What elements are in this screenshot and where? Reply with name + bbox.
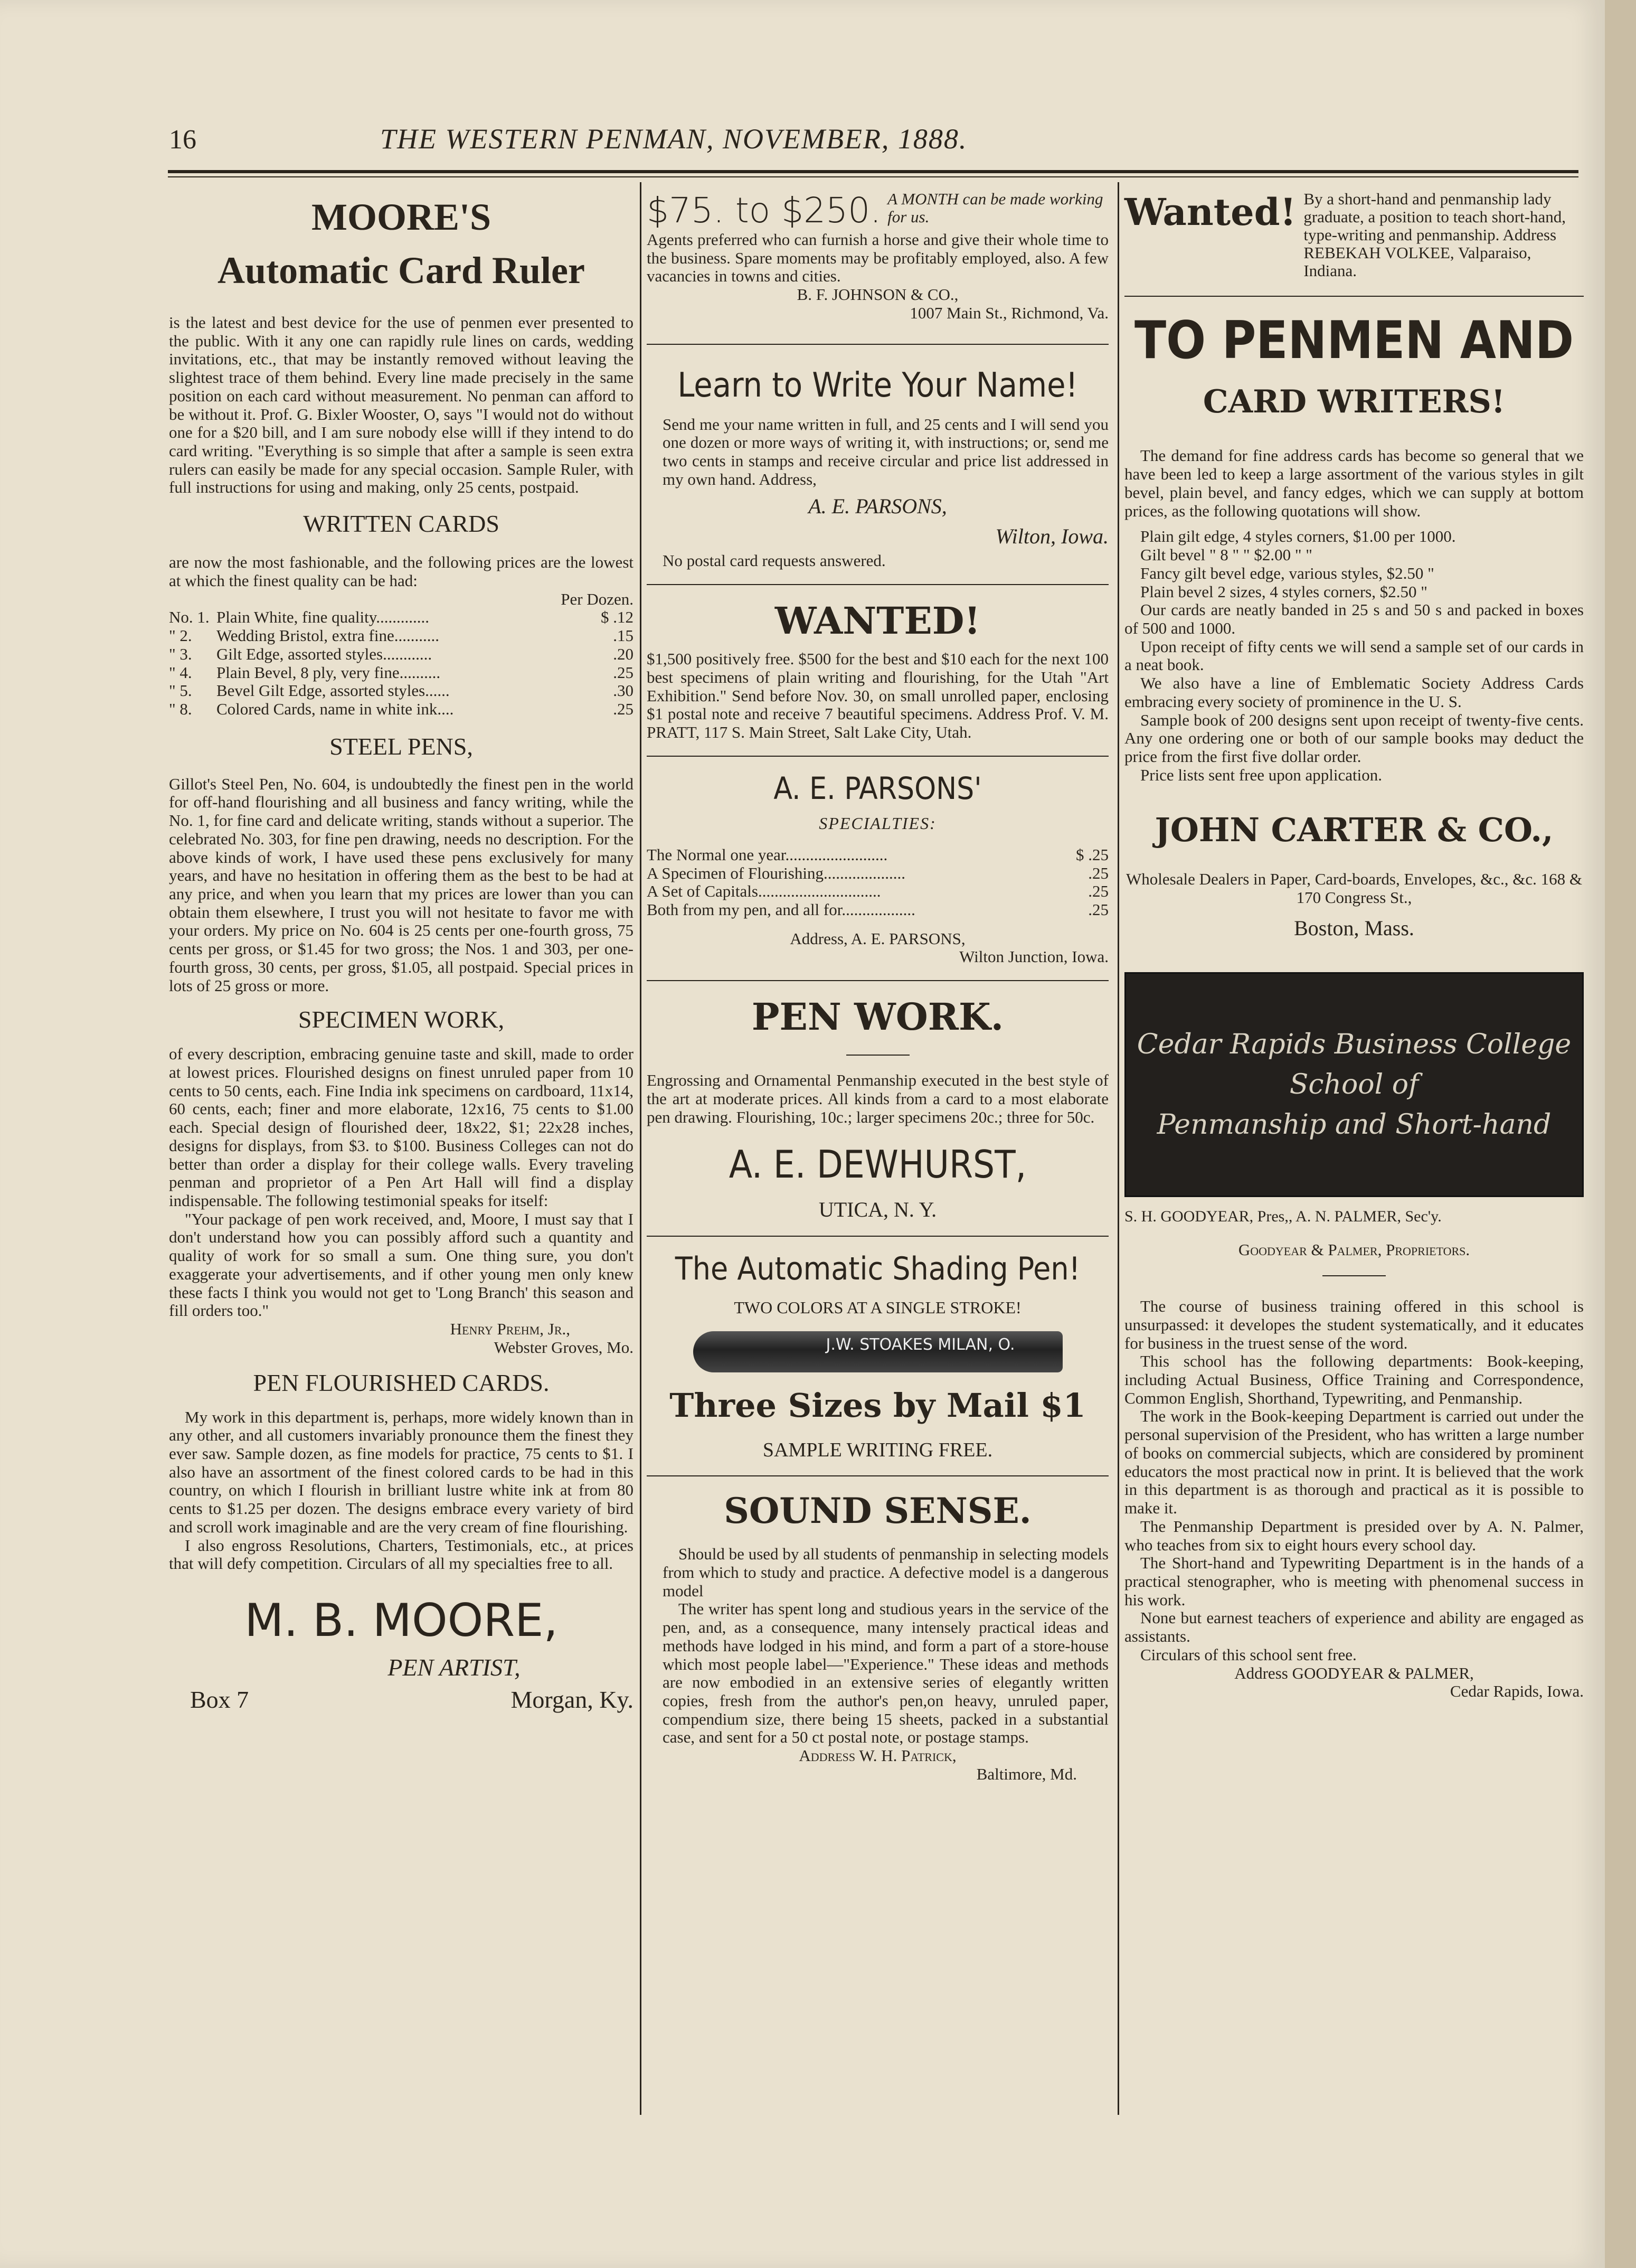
- divider: [647, 1236, 1109, 1237]
- moore-title: MOORE'S: [311, 196, 491, 238]
- moore-town: Morgan, Ky.: [510, 1686, 633, 1713]
- shading-pen-illustration: [693, 1331, 1063, 1372]
- page-number: 16: [169, 125, 196, 155]
- testimonial-author: Henry Prehm, Jr.,: [450, 1320, 570, 1339]
- page-edge: [1605, 0, 1636, 2268]
- card-price-row: " 2. Wedding Bristol, extra fine........... .15: [169, 626, 633, 645]
- flourished-cards-heading: PEN FLOURISHED CARDS.: [253, 1369, 550, 1396]
- specialty-row: A Set of Capitals.............................. .25: [647, 882, 1109, 901]
- card-price-row: " 3. Gilt Edge, assorted styles............ .20: [169, 644, 633, 663]
- column-divider-2: [1118, 182, 1119, 2115]
- carter-city: Boston, Mass.: [1294, 916, 1414, 940]
- quotation-line: Gilt bevel " 8 " " $2.00 " ": [1140, 545, 1312, 564]
- specialty-row: A Specimen of Flourishing.................... .25: [647, 863, 1109, 882]
- shading-pen-sub: TWO COLORS AT A SINGLE STROKE!: [734, 1298, 1022, 1317]
- sound-sense-heading: SOUND SENSE.: [724, 1490, 1032, 1532]
- banded-text: Our cards are neatly banded in 25 s and 50 s and packed in boxes of 500 and 1000.: [1124, 600, 1584, 637]
- parsons-heading: A. E. PARSONS': [773, 770, 982, 806]
- penmanship-dept-body: The Penmanship Department is presided over by A. N. Palmer, who teaches from six to eight hours every school day.: [1124, 1517, 1584, 1554]
- column-3: [1124, 185, 1584, 1701]
- pen-work-body: Engrossing and Ornamental Penmanship executed in the best style of the art at moderate prices. All kinds from a card to a most elaborate pen drawing. Flourishing, 10c.; larger specimens 20c.; three for 50c.: [647, 1071, 1109, 1126]
- three-sizes-heading: Three Sizes by Mail $1: [669, 1386, 1086, 1425]
- goodyear-address: Address GOODYEAR & PALMER,: [1234, 1663, 1474, 1682]
- proprietors: Goodyear & Palmer, Proprietors.: [1238, 1240, 1470, 1259]
- short-divider: [1322, 1275, 1386, 1276]
- none-but-body: None but earnest teachers of experience and ability are engaged as assistants.: [1124, 1608, 1584, 1646]
- page-title: THE WESTERN PENMAN, NOVEMBER, 1888.: [380, 123, 968, 155]
- parsons-address: Address, A. E. PARSONS,: [790, 929, 966, 948]
- header-rule-thin: [168, 176, 1578, 177]
- price-lists-text: Price lists sent free upon application.: [1140, 765, 1382, 784]
- specialties-label: SPECIALTIES:: [819, 813, 937, 833]
- written-cards-intro: are now the most fashionable, and the following prices are the lowest at which the finest quality can be had:: [169, 553, 633, 590]
- quotation-line: Plain gilt edge, 4 styles corners, $1.00 per 1000.: [1140, 527, 1456, 546]
- box-number: Box 7: [190, 1686, 249, 1713]
- card-quotations: [1124, 528, 1584, 601]
- johnson-month: A MONTH can be made working for us.: [887, 190, 1103, 227]
- patrick-town: Baltimore, Md.: [976, 1764, 1077, 1783]
- demand-body: The demand for fine address cards has become so general that we have been led to keep a large assortment of the various styles in gilt bevel, plain bevel, and fancy edges, which we can supply at bottom prices, as the following quotations will show.: [1124, 446, 1584, 520]
- goodyear-town: Cedar Rapids, Iowa.: [1450, 1682, 1584, 1701]
- johnson-ad: [647, 190, 1109, 231]
- card-writers-heading: CARD WRITERS!: [1203, 383, 1506, 421]
- steel-pens-heading: STEEL PENS,: [329, 732, 473, 760]
- sound-sense-body-2: The writer has spent long and studious years in the service of the pen, and, as a consequence, many intensely practical ideas and methods have lodged in his mind, and form a part of a store-house which most people label—"Experience." These ideas and methods are now embodied in an extensive series of elegantly written copies, fresh from the author's pen,on heavy, unruled paper, compendium size, there being 15 sheets, packed in a substantial case, and sent for a 50 ct postal note, or postage stamps.: [663, 1599, 1109, 1747]
- divider: [647, 980, 1109, 981]
- card-price-row: " 4. Plain Bevel, 8 ply, very fine.......... .25: [169, 663, 633, 682]
- carter-body: Wholesale Dealers in Paper, Card-boards, Envelopes, &c., &c. 168 & 170 Congress St.,: [1126, 870, 1582, 907]
- moore-name: M. B. MOORE,: [244, 1594, 558, 1647]
- page-header: [169, 123, 1499, 165]
- engrossing-body: I also engross Resolutions, Charters, Testimonials, etc., at prices that will defy competition. Circulars of all my specialties free to all.: [169, 1536, 633, 1573]
- patrick-address: Address W. H. Patrick,: [799, 1746, 957, 1765]
- wanted-text: By a short-hand and penmanship lady graduate, a position to teach short-hand, type-writing and penmanship. Address REBEKAH VOLKEE, Valparaiso, Indiana.: [1303, 190, 1566, 280]
- no-postal: No postal card requests answered.: [663, 551, 886, 570]
- quotation-line: Fancy gilt bevel edge, various styles, $2.50 ": [1140, 563, 1434, 582]
- wanted-body: $1,500 positively free. $500 for the best and $10 each for the next 100 best specimens of plain writing and flourishing, for the Utah "Art Exhibition." Send before Nov. 30, on small unrolled paper, enclosing $1 postal note and receive 7 beautiful specimens. Address Prof. V. M. PRATT, 117 S. Main Street, Salt Lake City, Utah.: [647, 650, 1109, 742]
- header-rule: [168, 170, 1578, 173]
- pen-stamp-text: J.W. STOAKES MILAN, O.: [826, 1335, 1015, 1354]
- bookkeeping-body: The work in the Book-keeping Department is carried out under the personal supervision of the President, who has written a large number of books on commercial subjects, which are considered by prominent educators the most practical now in print. It is believed that the work in this department is as thorough and practical as it is possible to make it.: [1124, 1407, 1584, 1518]
- card-price-list: [169, 608, 633, 718]
- parsons-name: A. E. PARSONS,: [808, 494, 947, 519]
- wanted-word: Wanted!: [1124, 190, 1297, 234]
- banner-line-2: School of: [1289, 1068, 1419, 1100]
- card-ruler-body: is the latest and best device for the use of penmen ever presented to the public. With it any one can rapidly rule lines on cards, wedding invitations, etc., that may be instantly removed without leaving the slightest trace of them behind. Every line made precisely in the same position on each card without measurement. No penman can afford to be without it. Prof. G. Bixler Wooster, O, says "I would not do without one for a $20 bill, and I am sure nobody else willl if they intend to do card writing. "Everything is so simple that after a sample is seen extra rulers can easily be made for any special occasion. Sample Ruler, with full instructions for using and making, only 25 cents, postpaid.: [169, 313, 633, 497]
- written-cards-heading: WRITTEN CARDS: [303, 510, 499, 538]
- pen-work-heading: PEN WORK.: [751, 995, 1004, 1039]
- specialties-list: [647, 846, 1109, 919]
- parsons-town: Wilton, Iowa.: [995, 524, 1109, 549]
- divider: [647, 584, 1109, 585]
- college-banner: [1124, 972, 1584, 1197]
- testimonial-place: Webster Groves, Mo.: [494, 1338, 633, 1357]
- specimen-work-heading: SPECIMEN WORK,: [298, 1006, 505, 1033]
- to-penmen-heading: TO PENMEN AND: [1134, 310, 1574, 371]
- divider: [647, 344, 1109, 345]
- card-ruler-title: Automatic Card Ruler: [217, 249, 585, 291]
- johnson-name: B. F. JOHNSON & CO.,: [797, 285, 959, 304]
- column-divider-1: [640, 182, 641, 2115]
- circulars-body: Circulars of this school sent free.: [1140, 1645, 1357, 1664]
- sample-book-text: Sample book of 200 designs sent upon receipt of twenty-five cents. Any one ordering one or both of our sample books may deduct the price from the first five dollar order.: [1124, 710, 1584, 766]
- column-2: [647, 185, 1109, 1784]
- testimonial: "Your package of pen work received, and, Moore, I must say that I don't understand how you can possibly afford such a quantity and quality of work for so small a sum. One thing sure, you don't exaggerate your advertisements, and if other young men only knew these facts I think you would not get to 'Long Branch' this season and fill orders too.": [169, 1209, 633, 1320]
- goodyear-officers: S. H. GOODYEAR, Pres,, A. N. PALMER, Sec'y.: [1124, 1207, 1442, 1225]
- parsons-town-2: Wilton Junction, Iowa.: [959, 947, 1109, 966]
- divider: [1124, 296, 1584, 297]
- divider: [647, 756, 1109, 757]
- shading-pen-heading: The Automatic Shading Pen!: [675, 1250, 1081, 1288]
- quotation-line: Plain bevel 2 sizes, 4 styles corners, $2.50 ": [1140, 582, 1427, 601]
- steel-pens-body: Gillot's Steel Pen, No. 604, is undoubtedly the finest pen in the world for off-hand flourishing and all business and fancy writing, while the No. 1, for fine card and delicate writing, stands without a superior. The celebrated No. 303, for fine pen drawing, needs no description. For the above kinds of work, I have used these pens exclusively for many years, and have no hesitation in offering them as the best to be had at any price, and when you learn that my prices are lower than you can obtain them elsewhere, I trust you will not hesitate to favor me with your orders. My price on No. 604 is 25 cents per one-fourth gross, 75 cents per gross, or $1.45 for two gross; the Nos. 1 and 303, per one-fourth gross, 30 cents, per gross, $1.05, all postpaid. Special prices in lots of 25 gross or more.: [169, 774, 633, 995]
- banner-line-3: Penmanship and Short-hand: [1157, 1108, 1552, 1141]
- per-dozen-label: Per Dozen.: [561, 589, 633, 608]
- sample-writing-free: SAMPLE WRITING FREE.: [762, 1439, 993, 1462]
- wanted-heading: WANTED!: [774, 599, 981, 643]
- learn-body: Send me your name written in full, and 25 cents and I will send you one dozen or more ways of writing it, with instructions; or, send me two cents in stamps and receive circular and price list addressed in my own hand. Address,: [663, 415, 1109, 488]
- johnson-body: Agents preferred who can furnish a horse and give their whole time to the business. Spare moments may be profitably employed, also. A few vacancies in towns and cities.: [647, 230, 1109, 286]
- learn-heading: Learn to Write Your Name!: [677, 365, 1078, 405]
- johnson-address: 1007 Main St., Richmond, Va.: [910, 303, 1109, 322]
- short-divider: [846, 1055, 910, 1056]
- card-price-row: No. 1. Plain White, fine quality............. $ .12: [169, 608, 633, 627]
- pen-artist: PEN ARTIST,: [387, 1653, 521, 1681]
- departments-body: This school has the following departments: Book-keeping, including Actual Business, Office Training and Correspondence, Common English, Shorthand, Typewriting, and Penmanship.: [1124, 1352, 1584, 1407]
- card-price-row: " 8. Colored Cards, name in white ink.... .25: [169, 699, 633, 718]
- card-price-row: " 5. Bevel Gilt Edge, assorted styles...... .30: [169, 681, 633, 700]
- johnson-price: $75. to $250.: [647, 190, 882, 231]
- sound-sense-body-1: Should be used by all students of penmanship in selecting models from which to study and practice. A defective model is a dangerous model: [663, 1545, 1109, 1600]
- flourished-cards-body: My work in this department is, perhaps, more widely known than in any other, and all customers invariably pronounce them the finest they ever saw. Sample dozen, as fine models for practice, 75 cents to $1. I also have an assortment of the finest colored cards to be had in this country, on which I flourish in brilliant lustre white ink at from 80 cents to $1.25 per dozen. The designs embrace every variety of bird and scroll work imaginable and are the very cream of fine flourishing.: [169, 1407, 633, 1536]
- course-body: The course of business training offered in this school is unsurpassed: it developes the student systematically, and it educates for business in the truest sense of the word.: [1124, 1297, 1584, 1352]
- dewhurst-town: UTICA, N. Y.: [818, 1198, 937, 1222]
- divider: [647, 1475, 1109, 1476]
- specialty-row: Both from my pen, and all for.................. .25: [647, 900, 1109, 919]
- column-1: [169, 185, 633, 1714]
- carter-heading: JOHN CARTER & CO.,: [1155, 811, 1554, 850]
- dewhurst-name: A. E. DEWHURST,: [729, 1142, 1027, 1187]
- moore-address: [169, 1686, 633, 1714]
- emblematic-text: We also have a line of Emblematic Society Address Cards embracing every society of prominence in the U. S.: [1124, 674, 1584, 711]
- shorthand-dept-body: The Short-hand and Typewriting Department is in the hands of a practical stenographer, who is meeting with phenomenal success in his work.: [1124, 1554, 1584, 1609]
- wanted-ad: [1124, 190, 1584, 280]
- specialty-row: The Normal one year......................... $ .25: [647, 845, 1109, 864]
- receipt-text: Upon receipt of fifty cents we will send a sample set of our cards in a neat book.: [1124, 637, 1584, 674]
- banner-line-1: Cedar Rapids Business College: [1137, 1028, 1572, 1060]
- specimen-work-body: of every description, embracing genuine taste and skill, made to order at lowest prices. Flourished designs on finest unruled paper from 10 cents to 50 cents, each. Fine India ink specimens on cardboard, 11x14, 60 cents, each; finer and more elaborate, 12x16, 75 cents to $1.00 each. Special design of flourished deer, 18x22, $1; 22x28 inches, designs for displays, from $3. to $100. Business Colleges can not do better than order a display for their college walls. Every traveling penman and proprietor of a Pen Art Hall will find a display indispensable. The following testimonial speaks for itself:: [169, 1044, 633, 1210]
